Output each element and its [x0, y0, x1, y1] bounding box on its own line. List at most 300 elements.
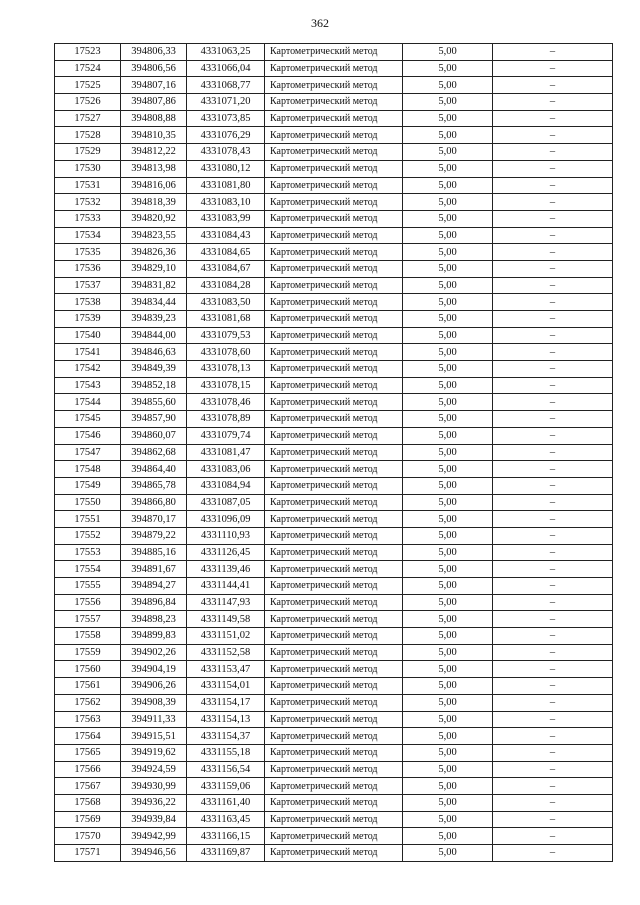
method-cell: Картометрический метод	[265, 511, 403, 528]
accuracy-cell: 5,00	[403, 260, 493, 277]
point-number-cell: 17531	[55, 177, 121, 194]
accuracy-cell: 5,00	[403, 311, 493, 328]
accuracy-cell: 5,00	[403, 411, 493, 428]
method-cell: Картометрический метод	[265, 110, 403, 127]
y-coordinate-cell: 4331073,85	[187, 110, 265, 127]
accuracy-cell: 5,00	[403, 177, 493, 194]
point-number-cell: 17539	[55, 311, 121, 328]
y-coordinate-cell: 4331079,53	[187, 327, 265, 344]
method-cell: Картометрический метод	[265, 394, 403, 411]
accuracy-cell: 5,00	[403, 644, 493, 661]
point-number-cell: 17524	[55, 60, 121, 77]
y-coordinate-cell: 4331154,13	[187, 711, 265, 728]
x-coordinate-cell: 394915,51	[121, 728, 187, 745]
method-cell: Картометрический метод	[265, 794, 403, 811]
y-coordinate-cell: 4331166,15	[187, 828, 265, 845]
note-cell: –	[493, 327, 613, 344]
page-number: 362	[311, 16, 329, 30]
method-cell: Картометрический метод	[265, 277, 403, 294]
x-coordinate-cell: 394818,39	[121, 194, 187, 211]
method-cell: Картометрический метод	[265, 344, 403, 361]
y-coordinate-cell: 4331083,99	[187, 210, 265, 227]
point-number-cell: 17545	[55, 411, 121, 428]
table-row	[55, 794, 613, 811]
x-coordinate-cell: 394862,68	[121, 444, 187, 461]
x-coordinate-cell: 394810,35	[121, 127, 187, 144]
x-coordinate-cell: 394808,88	[121, 110, 187, 127]
accuracy-cell: 5,00	[403, 845, 493, 862]
accuracy-cell: 5,00	[403, 561, 493, 578]
accuracy-cell: 5,00	[403, 661, 493, 678]
note-cell: –	[493, 628, 613, 645]
table-row	[55, 461, 613, 478]
point-number-cell: 17547	[55, 444, 121, 461]
note-cell: –	[493, 377, 613, 394]
x-coordinate-cell: 394849,39	[121, 361, 187, 378]
method-cell: Картометрический метод	[265, 711, 403, 728]
note-cell: –	[493, 527, 613, 544]
note-cell: –	[493, 711, 613, 728]
table-row	[55, 327, 613, 344]
method-cell: Картометрический метод	[265, 44, 403, 61]
note-cell: –	[493, 761, 613, 778]
y-coordinate-cell: 4331084,28	[187, 277, 265, 294]
accuracy-cell: 5,00	[403, 344, 493, 361]
x-coordinate-cell: 394807,16	[121, 77, 187, 94]
table-row	[55, 444, 613, 461]
accuracy-cell: 5,00	[403, 327, 493, 344]
y-coordinate-cell: 4331154,17	[187, 694, 265, 711]
point-number-cell: 17564	[55, 728, 121, 745]
table-row	[55, 377, 613, 394]
x-coordinate-cell: 394898,23	[121, 611, 187, 628]
table-row	[55, 411, 613, 428]
method-cell: Картометрический метод	[265, 377, 403, 394]
x-coordinate-cell: 394857,90	[121, 411, 187, 428]
note-cell: –	[493, 845, 613, 862]
note-cell: –	[493, 311, 613, 328]
note-cell: –	[493, 694, 613, 711]
note-cell: –	[493, 644, 613, 661]
accuracy-cell: 5,00	[403, 277, 493, 294]
coordinates-table	[54, 43, 613, 862]
x-coordinate-cell: 394860,07	[121, 427, 187, 444]
y-coordinate-cell: 4331126,45	[187, 544, 265, 561]
point-number-cell: 17536	[55, 260, 121, 277]
method-cell: Картометрический метод	[265, 811, 403, 828]
method-cell: Картометрический метод	[265, 544, 403, 561]
table-row	[55, 244, 613, 261]
point-number-cell: 17570	[55, 828, 121, 845]
method-cell: Картометрический метод	[265, 160, 403, 177]
x-coordinate-cell: 394865,78	[121, 477, 187, 494]
note-cell: –	[493, 794, 613, 811]
method-cell: Картометрический метод	[265, 244, 403, 261]
y-coordinate-cell: 4331156,54	[187, 761, 265, 778]
note-cell: –	[493, 44, 613, 61]
note-cell: –	[493, 77, 613, 94]
note-cell: –	[493, 294, 613, 311]
table-row	[55, 277, 613, 294]
y-coordinate-cell: 4331151,02	[187, 628, 265, 645]
x-coordinate-cell: 394908,39	[121, 694, 187, 711]
x-coordinate-cell: 394834,44	[121, 294, 187, 311]
coordinates-table-body	[55, 44, 613, 862]
method-cell: Картометрический метод	[265, 561, 403, 578]
accuracy-cell: 5,00	[403, 594, 493, 611]
note-cell: –	[493, 160, 613, 177]
y-coordinate-cell: 4331081,80	[187, 177, 265, 194]
method-cell: Картометрический метод	[265, 694, 403, 711]
note-cell: –	[493, 461, 613, 478]
table-row	[55, 344, 613, 361]
accuracy-cell: 5,00	[403, 811, 493, 828]
table-row	[55, 311, 613, 328]
table-row	[55, 811, 613, 828]
method-cell: Картометрический метод	[265, 644, 403, 661]
method-cell: Картометрический метод	[265, 778, 403, 795]
table-row	[55, 477, 613, 494]
table-row	[55, 527, 613, 544]
table-row	[55, 561, 613, 578]
accuracy-cell: 5,00	[403, 394, 493, 411]
accuracy-cell: 5,00	[403, 628, 493, 645]
method-cell: Картометрический метод	[265, 578, 403, 595]
note-cell: –	[493, 344, 613, 361]
note-cell: –	[493, 411, 613, 428]
method-cell: Картометрический метод	[265, 427, 403, 444]
point-number-cell: 17534	[55, 227, 121, 244]
table-row	[55, 260, 613, 277]
x-coordinate-cell: 394823,55	[121, 227, 187, 244]
x-coordinate-cell: 394891,67	[121, 561, 187, 578]
method-cell: Картометрический метод	[265, 311, 403, 328]
note-cell: –	[493, 177, 613, 194]
point-number-cell: 17568	[55, 794, 121, 811]
x-coordinate-cell: 394924,59	[121, 761, 187, 778]
method-cell: Картометрический метод	[265, 210, 403, 227]
table-row	[55, 511, 613, 528]
point-number-cell: 17530	[55, 160, 121, 177]
point-number-cell: 17533	[55, 210, 121, 227]
table-row	[55, 294, 613, 311]
point-number-cell: 17554	[55, 561, 121, 578]
note-cell: –	[493, 544, 613, 561]
method-cell: Картометрический метод	[265, 144, 403, 161]
table-row	[55, 828, 613, 845]
point-number-cell: 17523	[55, 44, 121, 61]
method-cell: Картометрический метод	[265, 227, 403, 244]
y-coordinate-cell: 4331071,20	[187, 94, 265, 111]
accuracy-cell: 5,00	[403, 127, 493, 144]
table-row	[55, 210, 613, 227]
note-cell: –	[493, 277, 613, 294]
y-coordinate-cell: 4331081,47	[187, 444, 265, 461]
point-number-cell: 17526	[55, 94, 121, 111]
y-coordinate-cell: 4331154,01	[187, 678, 265, 695]
table-row	[55, 544, 613, 561]
x-coordinate-cell: 394911,33	[121, 711, 187, 728]
accuracy-cell: 5,00	[403, 711, 493, 728]
note-cell: –	[493, 494, 613, 511]
accuracy-cell: 5,00	[403, 210, 493, 227]
note-cell: –	[493, 611, 613, 628]
method-cell: Картометрический метод	[265, 728, 403, 745]
accuracy-cell: 5,00	[403, 60, 493, 77]
x-coordinate-cell: 394879,22	[121, 527, 187, 544]
point-number-cell: 17557	[55, 611, 121, 628]
table-row	[55, 44, 613, 61]
method-cell: Картометрический метод	[265, 444, 403, 461]
note-cell: –	[493, 477, 613, 494]
accuracy-cell: 5,00	[403, 44, 493, 61]
note-cell: –	[493, 744, 613, 761]
point-number-cell: 17535	[55, 244, 121, 261]
y-coordinate-cell: 4331153,47	[187, 661, 265, 678]
table-row	[55, 127, 613, 144]
x-coordinate-cell: 394831,82	[121, 277, 187, 294]
table-row	[55, 761, 613, 778]
accuracy-cell: 5,00	[403, 511, 493, 528]
y-coordinate-cell: 4331063,25	[187, 44, 265, 61]
y-coordinate-cell: 4331083,06	[187, 461, 265, 478]
method-cell: Картометрический метод	[265, 744, 403, 761]
y-coordinate-cell: 4331147,93	[187, 594, 265, 611]
y-coordinate-cell: 4331144,41	[187, 578, 265, 595]
y-coordinate-cell: 4331079,74	[187, 427, 265, 444]
table-row	[55, 94, 613, 111]
x-coordinate-cell: 394826,36	[121, 244, 187, 261]
note-cell: –	[493, 194, 613, 211]
table-row	[55, 611, 613, 628]
method-cell: Картометрический метод	[265, 594, 403, 611]
table-row	[55, 694, 613, 711]
accuracy-cell: 5,00	[403, 578, 493, 595]
accuracy-cell: 5,00	[403, 361, 493, 378]
point-number-cell: 17552	[55, 527, 121, 544]
accuracy-cell: 5,00	[403, 527, 493, 544]
table-row	[55, 361, 613, 378]
x-coordinate-cell: 394930,99	[121, 778, 187, 795]
point-number-cell: 17561	[55, 678, 121, 695]
method-cell: Картометрический метод	[265, 461, 403, 478]
table-row	[55, 427, 613, 444]
point-number-cell: 17559	[55, 644, 121, 661]
method-cell: Картометрический метод	[265, 411, 403, 428]
x-coordinate-cell: 394806,56	[121, 60, 187, 77]
x-coordinate-cell: 394939,84	[121, 811, 187, 828]
note-cell: –	[493, 778, 613, 795]
accuracy-cell: 5,00	[403, 110, 493, 127]
point-number-cell: 17546	[55, 427, 121, 444]
table-row	[55, 110, 613, 127]
method-cell: Картометрический метод	[265, 294, 403, 311]
accuracy-cell: 5,00	[403, 744, 493, 761]
y-coordinate-cell: 4331161,40	[187, 794, 265, 811]
method-cell: Картометрический метод	[265, 60, 403, 77]
table-row	[55, 60, 613, 77]
x-coordinate-cell: 394846,63	[121, 344, 187, 361]
table-row	[55, 594, 613, 611]
y-coordinate-cell: 4331159,06	[187, 778, 265, 795]
point-number-cell: 17569	[55, 811, 121, 828]
method-cell: Картометрический метод	[265, 194, 403, 211]
y-coordinate-cell: 4331169,87	[187, 845, 265, 862]
accuracy-cell: 5,00	[403, 778, 493, 795]
accuracy-cell: 5,00	[403, 194, 493, 211]
accuracy-cell: 5,00	[403, 444, 493, 461]
x-coordinate-cell: 394829,10	[121, 260, 187, 277]
note-cell: –	[493, 210, 613, 227]
point-number-cell: 17527	[55, 110, 121, 127]
y-coordinate-cell: 4331080,12	[187, 160, 265, 177]
method-cell: Картометрический метод	[265, 845, 403, 862]
x-coordinate-cell: 394852,18	[121, 377, 187, 394]
point-number-cell: 17566	[55, 761, 121, 778]
x-coordinate-cell: 394870,17	[121, 511, 187, 528]
method-cell: Картометрический метод	[265, 77, 403, 94]
method-cell: Картометрический метод	[265, 494, 403, 511]
note-cell: –	[493, 661, 613, 678]
point-number-cell: 17543	[55, 377, 121, 394]
y-coordinate-cell: 4331076,29	[187, 127, 265, 144]
x-coordinate-cell: 394896,84	[121, 594, 187, 611]
note-cell: –	[493, 361, 613, 378]
method-cell: Картометрический метод	[265, 527, 403, 544]
note-cell: –	[493, 110, 613, 127]
x-coordinate-cell: 394806,33	[121, 44, 187, 61]
method-cell: Картометрический метод	[265, 761, 403, 778]
table-row	[55, 177, 613, 194]
table-row	[55, 711, 613, 728]
note-cell: –	[493, 227, 613, 244]
table-row	[55, 845, 613, 862]
note-cell: –	[493, 578, 613, 595]
table-row	[55, 160, 613, 177]
y-coordinate-cell: 4331084,65	[187, 244, 265, 261]
point-number-cell: 17548	[55, 461, 121, 478]
y-coordinate-cell: 4331083,10	[187, 194, 265, 211]
point-number-cell: 17538	[55, 294, 121, 311]
y-coordinate-cell: 4331083,50	[187, 294, 265, 311]
table-row	[55, 194, 613, 211]
note-cell: –	[493, 60, 613, 77]
x-coordinate-cell: 394942,99	[121, 828, 187, 845]
x-coordinate-cell: 394902,26	[121, 644, 187, 661]
y-coordinate-cell: 4331068,77	[187, 77, 265, 94]
x-coordinate-cell: 394807,86	[121, 94, 187, 111]
note-cell: –	[493, 678, 613, 695]
method-cell: Картометрический метод	[265, 628, 403, 645]
note-cell: –	[493, 394, 613, 411]
x-coordinate-cell: 394899,83	[121, 628, 187, 645]
accuracy-cell: 5,00	[403, 427, 493, 444]
accuracy-cell: 5,00	[403, 94, 493, 111]
y-coordinate-cell: 4331081,68	[187, 311, 265, 328]
note-cell: –	[493, 244, 613, 261]
method-cell: Картометрический метод	[265, 678, 403, 695]
x-coordinate-cell: 394864,40	[121, 461, 187, 478]
accuracy-cell: 5,00	[403, 461, 493, 478]
point-number-cell: 17540	[55, 327, 121, 344]
accuracy-cell: 5,00	[403, 294, 493, 311]
note-cell: –	[493, 127, 613, 144]
point-number-cell: 17563	[55, 711, 121, 728]
y-coordinate-cell: 4331078,46	[187, 394, 265, 411]
y-coordinate-cell: 4331078,15	[187, 377, 265, 394]
accuracy-cell: 5,00	[403, 77, 493, 94]
point-number-cell: 17553	[55, 544, 121, 561]
x-coordinate-cell: 394820,92	[121, 210, 187, 227]
y-coordinate-cell: 4331078,89	[187, 411, 265, 428]
x-coordinate-cell: 394946,56	[121, 845, 187, 862]
y-coordinate-cell: 4331155,18	[187, 744, 265, 761]
point-number-cell: 17532	[55, 194, 121, 211]
y-coordinate-cell: 4331149,58	[187, 611, 265, 628]
y-coordinate-cell: 4331078,13	[187, 361, 265, 378]
table-row	[55, 144, 613, 161]
method-cell: Картометрический метод	[265, 828, 403, 845]
y-coordinate-cell: 4331084,43	[187, 227, 265, 244]
x-coordinate-cell: 394885,16	[121, 544, 187, 561]
x-coordinate-cell: 394813,98	[121, 160, 187, 177]
y-coordinate-cell: 4331163,45	[187, 811, 265, 828]
y-coordinate-cell: 4331152,58	[187, 644, 265, 661]
x-coordinate-cell: 394919,62	[121, 744, 187, 761]
x-coordinate-cell: 394906,26	[121, 678, 187, 695]
accuracy-cell: 5,00	[403, 678, 493, 695]
y-coordinate-cell: 4331139,46	[187, 561, 265, 578]
x-coordinate-cell: 394839,23	[121, 311, 187, 328]
point-number-cell: 17551	[55, 511, 121, 528]
table-row	[55, 578, 613, 595]
note-cell: –	[493, 260, 613, 277]
x-coordinate-cell: 394866,80	[121, 494, 187, 511]
point-number-cell: 17558	[55, 628, 121, 645]
method-cell: Картометрический метод	[265, 177, 403, 194]
note-cell: –	[493, 594, 613, 611]
point-number-cell: 17560	[55, 661, 121, 678]
y-coordinate-cell: 4331078,60	[187, 344, 265, 361]
method-cell: Картометрический метод	[265, 361, 403, 378]
point-number-cell: 17571	[55, 845, 121, 862]
x-coordinate-cell: 394904,19	[121, 661, 187, 678]
point-number-cell: 17542	[55, 361, 121, 378]
x-coordinate-cell: 394812,22	[121, 144, 187, 161]
table-row	[55, 77, 613, 94]
point-number-cell: 17550	[55, 494, 121, 511]
table-row	[55, 628, 613, 645]
accuracy-cell: 5,00	[403, 244, 493, 261]
accuracy-cell: 5,00	[403, 694, 493, 711]
note-cell: –	[493, 561, 613, 578]
accuracy-cell: 5,00	[403, 828, 493, 845]
y-coordinate-cell: 4331154,37	[187, 728, 265, 745]
y-coordinate-cell: 4331066,04	[187, 60, 265, 77]
y-coordinate-cell: 4331078,43	[187, 144, 265, 161]
x-coordinate-cell: 394816,06	[121, 177, 187, 194]
note-cell: –	[493, 511, 613, 528]
accuracy-cell: 5,00	[403, 611, 493, 628]
point-number-cell: 17567	[55, 778, 121, 795]
accuracy-cell: 5,00	[403, 544, 493, 561]
accuracy-cell: 5,00	[403, 794, 493, 811]
point-number-cell: 17544	[55, 394, 121, 411]
x-coordinate-cell: 394844,00	[121, 327, 187, 344]
point-number-cell: 17556	[55, 594, 121, 611]
point-number-cell: 17549	[55, 477, 121, 494]
note-cell: –	[493, 728, 613, 745]
